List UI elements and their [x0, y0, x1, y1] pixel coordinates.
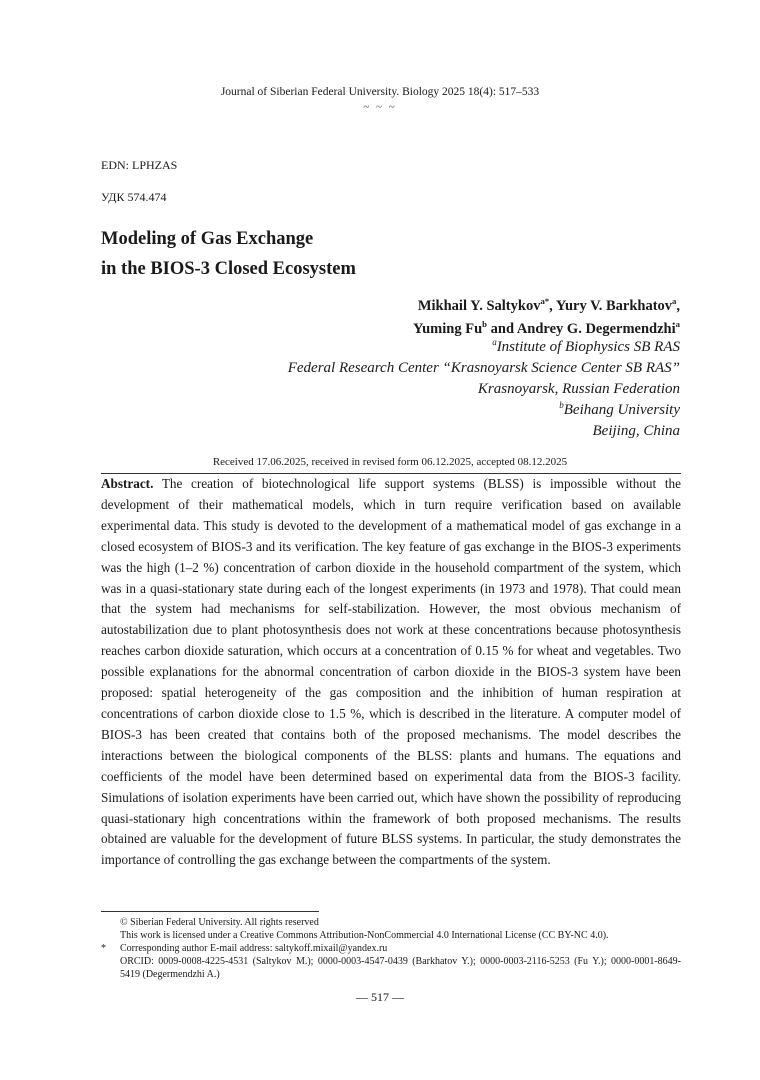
author-saltykov: Mikhail Y. Saltykov — [417, 298, 541, 314]
orcid-note — [101, 955, 681, 981]
author-barkhatov: , Yury V. Barkhatov — [549, 298, 673, 314]
corresponding-note — [101, 942, 681, 955]
received-dates: Received 17.06.2025, received in revised form 06.12.2025, accepted 08.12.2025 — [212, 456, 568, 468]
affil-a-line-2: Federal Research Center “Krasnoyarsk Science Center SB RAS” — [287, 360, 680, 376]
affil-b-line-1 — [288, 400, 680, 421]
affil-b-name: Beihang University — [563, 402, 680, 418]
affil-mark: b — [559, 400, 564, 410]
footnote-divider — [101, 911, 319, 912]
udk-code: УДК 574.474 — [101, 190, 167, 204]
abstract-text: The creation of biotechnological life support systems (BLSS) is impossible without the development of their mathematical models, which in turn require verification based on available experimental data. This study is devoted to the development of a mathematical model of gas exchange in a closed ecosystem of BIOS-3 and its verification. The key feature of gas exchange in the BIOS-3 experiments was the high (1–2 %) concentration of carbon dioxide in the household compartment of the system, which was in a quasi-stationary state during each of the longest experiments (in 1973 and 1978). That could mean that the system had mechanisms for self-stabilization. However, the most obvious mechanism of autostabilization due to plant photosynthesis does not work at these concentrations because photosynthesis reaches carbon dioxide saturation, which occurs at a concentration of 0.15 % for wheat and vegetables. Two possible explanations for the abnormal concentration of carbon dioxide in the BIOS-3 system have been proposed: spatial heterogeneity of the gas composition and the inhibition of human respiration at concentrations of carbon dioxide close to 1.5 %, which is described in the literature. A computer model of BIOS-3 has been created that contains both of the proposed mechanisms. The model describes the interactions between the biological components of the BLSS: plants and humans. The equations and coefficients of the model have been determined based on experimental data from the BIOS-3 facility. Simulations of isolation experiments have been carried out, which have shown the possibility of reproducing quasi-stationary high concentrations within the framework of both proposed mechanisms. The results obtained are valuable for the development of future BLSS systems. In particular, the study demonstrates the importance of controlling the gas exchange between the compartments of the system. — [101, 476, 681, 868]
affil-mark: a — [492, 337, 497, 347]
abstract-label: Abstract. — [101, 476, 154, 491]
affil-a-line-1 — [288, 337, 680, 358]
orcid-text: ORCID: 0009-0008-4225-4531 (Saltykov M.); 0000-0003-4547-0439 (Barkhatov Y.); 0000-0003-2116-5253 (Fu Y.); 0000-0001-8649-5419 (Degermendzhi A.) — [120, 956, 681, 980]
page-number: — 517 — — [356, 990, 404, 1004]
affil-mark: a — [672, 296, 677, 307]
article-title — [101, 224, 356, 284]
edn-code: EDN: LPHZAS — [101, 158, 178, 172]
corresponding-text: Corresponding author E-mail address: saltykoff.mixail@yandex.ru — [120, 943, 388, 954]
title-line-2: in the BIOS-3 Closed Ecosystem — [101, 259, 356, 279]
author-comma: , — [676, 298, 680, 314]
copyright-text: © Siberian Federal University. All rights reserved — [120, 917, 319, 928]
abstract — [101, 474, 681, 871]
affil-a-line-3: Krasnoyarsk, Russian Federation — [477, 381, 680, 397]
affil-a-name: Institute of Biophysics SB RAS — [496, 339, 680, 355]
affil-b-line-2: Beijing, China — [592, 423, 680, 439]
license-note — [101, 929, 681, 942]
footnotes — [101, 916, 681, 981]
journal-header: Journal of Siberian Federal University. Biology 2025 18(4): 517–533 — [220, 86, 540, 98]
author-degermendzhi: and Andrey G. Degermendzhi — [487, 321, 676, 337]
author-list — [413, 295, 680, 341]
affil-mark: a* — [540, 296, 550, 307]
authors-line-1 — [413, 295, 680, 318]
license-text: This work is licensed under a Creative Commons Attribution-NonCommercial 4.0 International License (CC BY-NC 4.0). — [120, 930, 609, 941]
affiliations — [288, 337, 680, 442]
footnote-star: * — [101, 943, 106, 954]
affil-mark: b — [482, 319, 487, 330]
copyright-note — [101, 916, 681, 929]
header-separator: ~ ~ ~ — [363, 101, 397, 113]
title-line-1: Modeling of Gas Exchange — [101, 229, 314, 249]
author-fu: Yuming Fu — [412, 321, 483, 337]
affil-mark: a — [675, 319, 680, 330]
